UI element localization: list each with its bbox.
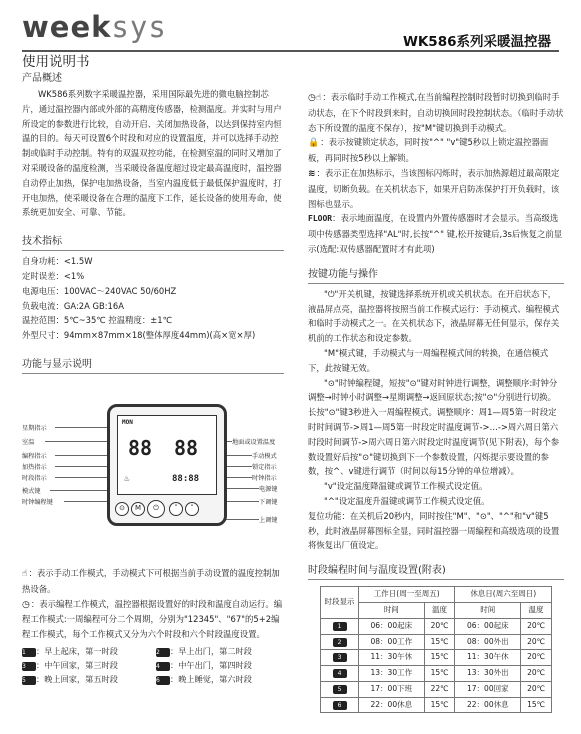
heating-wave-icon: ≋ xyxy=(308,168,316,179)
label-heating: 加热指示 xyxy=(22,464,47,471)
keys-clock: "⊙"时钟编程键，短按"⊙"键对时钟进行调整，调整顺序:时钟分调整→时钟小时调整→星期调整→返回原状态;按"⊙"分别进行切换。长按"⊙"键3秒进入一周编程模式。调整顺序：周1—周5第一时段定时时间调节->周1—周5第一时段定时温度调节->…->周六周日第六时段时间调节->周六周日第六时段定时温度调节(见下附表)，每个参数设置好后按"⊙"键切换到下一个参数设置，闪烁提示要设置的参数，按^、v键进行调节（时间以每15分钟的单位增减）。 xyxy=(308,377,560,477)
manual-hand-icon: ☝ xyxy=(22,569,28,579)
spec-1: 自身功耗：<1.5W xyxy=(22,256,93,267)
program-clock-icon: ◷ xyxy=(22,599,30,610)
table-col-period: 时段显示 xyxy=(321,587,359,619)
table-col-weekend: 休息日(周六至周日) xyxy=(455,587,552,603)
overview-paragraph: WK586系列数字采暖温控器，采用国际最先进的微电脑控制芯片，通过温控器内部或外部的高精度传感器，检测温度。并实时与用户所设定的参数进行比较，自动开启、关闭加热设备，以达到保持室内恒温的目的。每天可设置6个时段和对应的设置温度，并可以选择手动控制或临时手动控制。特有的双温双控功能，在检测室温的同时又增加了对采暖设备的温度检测，当采暖设备温度超过设定最高温度时，温控器自动停止加热，保护电加热设备，当室内温度低于最低保护温度时，打开电加热，使采暖设备在合理的温度下工作，延长设备的使用寿命，使系统更加安全、可靠、节能。 xyxy=(22,89,282,218)
table-col-workday: 工作日(周一至周五) xyxy=(359,587,455,603)
brand-logo: weeksys xyxy=(22,10,167,44)
keys-heading: 按键功能与操作 xyxy=(308,267,564,284)
power-key-button[interactable]: ⏻ xyxy=(147,500,165,518)
label-clock-key: 时钟编程键 xyxy=(22,499,53,506)
label-mode-key: 模式键 xyxy=(22,488,41,495)
lcd-room-temp: 88 xyxy=(128,436,153,460)
clock-key-button[interactable]: ⊙ xyxy=(115,502,129,516)
lcd-clock: 88:88 xyxy=(172,474,200,484)
spec-6: 外型尺寸：94mm×87mm×18(整体厚度44mm)(高×宽×厚) xyxy=(22,330,256,341)
label-up-key: 上调键 xyxy=(259,517,278,524)
table-row: 6 22：00休息 15℃ 22：00休息 15℃ xyxy=(321,697,552,713)
lcd-day: MON xyxy=(122,419,133,426)
table-heading: 时段编程时间与温度设置(附表) xyxy=(308,563,564,580)
spec-heading: 技术指标 xyxy=(22,234,284,251)
period2-icon: 2 xyxy=(156,648,170,657)
header xyxy=(0,0,581,50)
period4-icon: 4 xyxy=(156,662,170,671)
label-week: 星期指示 xyxy=(22,425,47,432)
up-key-button[interactable]: ˄ xyxy=(185,502,199,516)
period1-icon: 1 xyxy=(22,648,36,657)
left-column xyxy=(22,53,284,377)
table-row: 1 06：00起床 20℃ 06：00起床 20℃ xyxy=(321,618,552,634)
spec-3: 电源电压：100VAC～240VAC 50/60HZ xyxy=(22,285,177,296)
keys-down: "v"设定温度降温键或调节工作模式设定值。 xyxy=(324,481,488,492)
thermostat-device xyxy=(107,404,227,526)
down-key-button[interactable]: ˅ xyxy=(169,502,183,516)
label-power-key: 电源键 xyxy=(259,486,278,493)
floor-icon: FLOOR xyxy=(308,214,333,224)
keys-reset: 复位功能：在关机后20秒内，同时按住"M"、"⊙"、"^"和"v"键5秒，此时液晶屏幕图标全显，同时温控器一周编程和高级选项的设置将恢复出厂值设定。 xyxy=(308,510,560,551)
keys-mode: "M"模式键，手动模式与一周编程模式间的转换，在通信模式下，此按键无效。 xyxy=(308,347,549,373)
function-heading: 功能与显示说明 xyxy=(22,357,284,374)
table-row: 2 08：00工作 15℃ 08：00外出 20℃ xyxy=(321,634,552,650)
period6-icon: 6 xyxy=(156,676,170,685)
keys-power: "⏻"开关机键，按键选择系统开机或关机状态。在开启状态下，液晶屏点亮，温控器将按照当前工作模式运行：手动模式、编程模式和临时手动模式之一。在关机状态下，液晶屏幕无任何显示，保存关机前的工作状态和设定参数。 xyxy=(308,288,560,344)
lock-icon: 🔒 xyxy=(308,138,320,149)
lcd-screen xyxy=(117,415,217,495)
label-manual: 手动模式 xyxy=(252,453,277,460)
spec-2: 定时误差：<1% xyxy=(22,270,85,281)
mode-key-button[interactable]: M xyxy=(131,502,145,516)
manual-title: 使用说明书 xyxy=(22,54,90,70)
lcd-set-temp: 88 xyxy=(174,436,199,460)
mode-desc: ☝：表示手动工作模式，手动模式下可根据当前手动设置的温度控制加热设备。 ◷：表示编程工作模式，温控器根据设置好的时段和温度自动运行。编程工作模式:一周编程可分二个周期，分别为"12345"、"67"的5+2编程工作模式，每个工作模式又分为六个时段和六个时段温度设置。 1 ：早上起床，第一时段 2 ：早上出门，第二时段 3 ：中午回家，第三时段 4 ：中午出门，第四时段 5 ：晚上回家，第五时段 6 ：晚上睡觉，第六时段 xyxy=(22,568,283,684)
spec-4: 负载电流：GA:2A GB:16A xyxy=(22,300,124,311)
label-period: 时段指示 xyxy=(22,475,47,482)
spec-5: 温控范围：5℃~35℃ 控温精度：±1℃ xyxy=(22,315,172,326)
overview-heading: 产品概述 xyxy=(22,73,62,84)
period-list: 1 ：早上起床，第一时段 2 ：早上出门，第二时段 3 ：中午回家，第三时段 4 ：中午出门，第四时段 5 ：晚上回家，第五时段 6 ：晚上睡觉，第六时段 xyxy=(22,645,252,684)
temp-manual-icon: ◷☝ xyxy=(308,93,322,103)
period3-icon: 3 xyxy=(22,662,36,671)
label-down-key: 下调键 xyxy=(259,499,278,506)
label-room-temp: 室温 xyxy=(22,439,35,446)
label-lock: 锁定指示 xyxy=(252,464,277,471)
header-divider xyxy=(22,50,559,52)
table-row: 3 11：30午休 15℃ 11：30午休 20℃ xyxy=(321,650,552,666)
label-clock: 时钟指示 xyxy=(252,475,277,482)
table-row: 5 17：00下班 22℃ 17：00回家 20℃ xyxy=(321,681,552,697)
label-program: 编程指示 xyxy=(22,453,47,460)
model-title: WK586系列采暖温控器 xyxy=(402,34,551,50)
heating-icon: ♨ xyxy=(124,474,130,484)
table-row: 4 13：30工作 15℃ 13：30外出 20℃ xyxy=(321,666,552,682)
schedule-table: 时段显示 工作日(周一至周五) 休息日(周六至周日) 时间 温度 时间 温度 1 06：00起床 20℃ 06：00起床 20℃ 2 08：00工作 15℃ 08：00外出 20℃ 3 11：30午休 15℃ 11：30午休 20℃ 4 13：30工作 15℃ 13：30外出 20℃ 5 17：00下班 22℃ 17：00回家 20℃ 6 22：00休息 15℃ 22：00休息 15℃ xyxy=(320,586,552,713)
period5-icon: 5 xyxy=(22,676,36,685)
right-column: ◷☝：表示临时手动工作模式,在当前编程控制时段暂时切换到临时手动状态，在下个时段到来时，自动切换回时段控制状态。（临时手动状态下所设置的温度不保存），按"M"键切换到手动模式。 🔒：表示按键锁定状态，同时按"^" "v"键5秒以上锁定温控器面板，再同时按5秒以上解锁。 ≋：表示正在加热标示，当该图标闪烁时，表示加热源超过最高限定温度，切断负载。在关机状态下，如果开启防冻保护打开负载时，该图标也显示。 FLOOR：表示地面温度，在设置内外置传感器时才会显示。当高级选项中传感器类型选择"AL"时,长按"^" 键,松开按键后,3s后恢复之前显示(选配:双传感器配置时才有此项) 按键功能与操作 "⏻"开关机键，按键选择系统开机或关机状态。在开启状态下，液晶屏点亮，温控器将按照当前工作模式运行：手动模式、编程模式和临时手动模式之一。在关机状态下，液晶屏幕无任何显示，保存关机前的工作状态和设定参数。 "M"模式键，手动模式与一周编程模式间的转换，在通信模式下，此按键无效。 "⊙"时钟编程键，短按"⊙"键对时钟进行调整，调整顺序:时钟分调整→时钟小时调整→星期调整→返回原状态;按"⊙"分别进行切换。长按"⊙"键3秒进入一周编程模式。调整顺序：周1—周5第一时段定时时间调节->周1—周5第一时段定时温度调节->…->周六周日第六时段时间调节->周六周日第六时段定时温度调节(见下附表)，每个参数设置好后按"⊙"键切换到下一个参数设置，闪烁提示要设置的参数，按^、v键进行调节（时间以每15分钟的单位增减）。 "v"设定温度降温键或调节工作模式设定值。 "^"设定温度升温键或调节工作模式设定值。 复位功能：在关机后20秒内，同时按住"M"、"⊙"、"^"和"v"键5秒，此时液晶屏幕图标全显，同时温控器一周编程和高级选项的设置将恢复出厂值设定。 时段编程时间与温度设置(附表) 时段显示 工作日(周一至周五) 休息日(周六至周日) 时间 温度 时间 温度 1 06：00起床 20℃ 06：00起床 20℃ 2 08：00工作 15℃ 08：00外出 20℃ 3 11：30午休 15℃ 11：30午休 20℃ 4 13：30工作 15℃ 13：30外出 20℃ 5 17：00下班 22℃ 17：00回家 20℃ 6 22：00休息 15℃ 22：00休息 15℃ xyxy=(308,90,564,713)
keys-up: "^"设定温度升温键或调节工作模式设定值。 xyxy=(324,495,490,506)
label-floor-temp: 地面或设置温度 xyxy=(232,439,276,446)
